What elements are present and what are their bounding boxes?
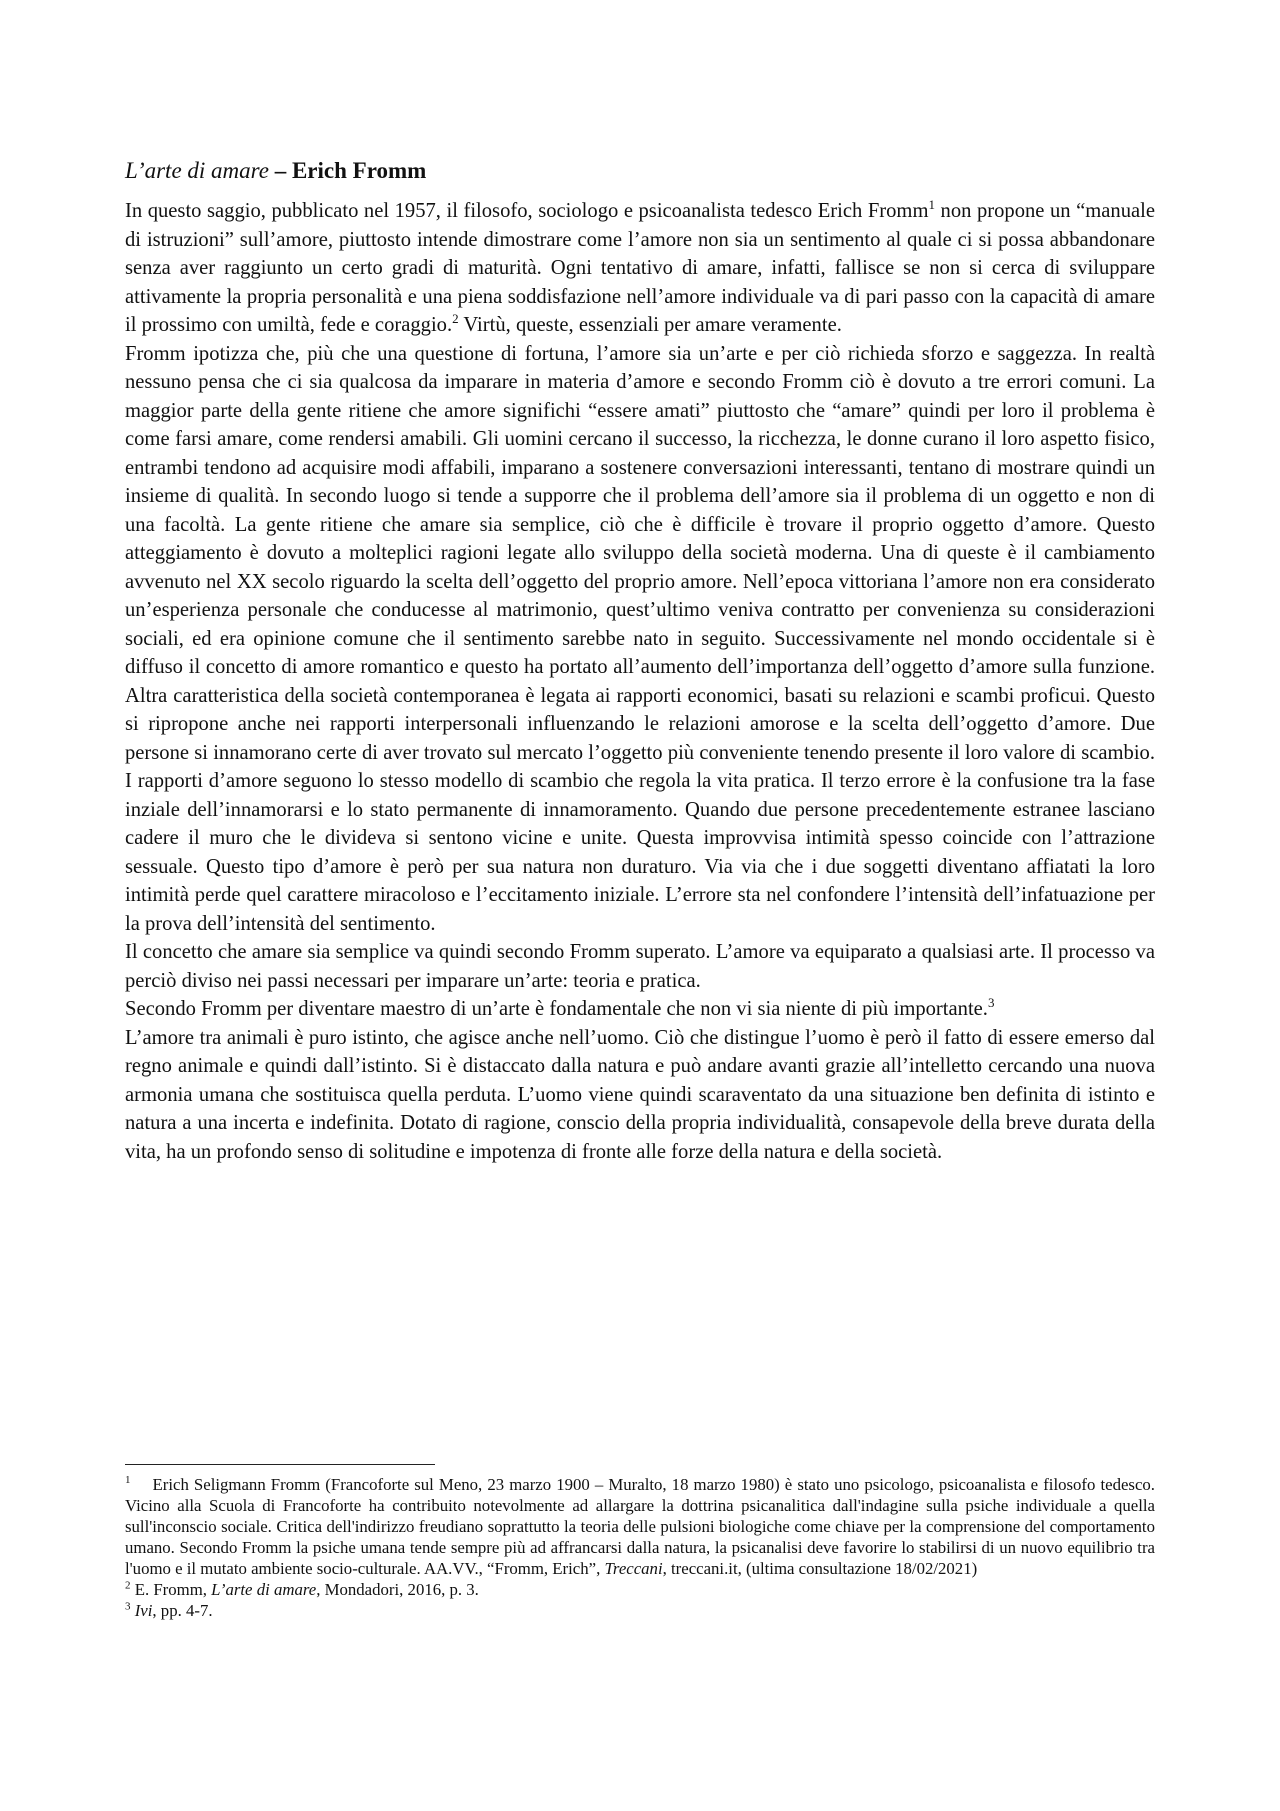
footnote-separator [125,1464,435,1465]
document-page [125,157,1155,1166]
title-book-name: L’arte di amare [125,158,269,183]
paragraph-three-errors: Fromm ipotizza che, più che una questione di fortuna, l’amore sia un’arte e per ciò richieda sforzo e saggezza. In realtà nessuno pensa che ci sia qualcosa da imparare in materia d’amore e secondo Fromm ciò è dovuto a tre errori comuni. La maggior parte della gente ritiene che amore significhi “essere amati” piuttosto che “amare” quindi per loro il problema è come farsi amare, come rendersi amabili. Gli uomini cercano il successo, la ricchezza, le donne curano il loro aspetto fisico, entrambi tendono ad acquisire modi affabili, imparano a sostenere conversazioni interessanti, tentano di mostrare quindi un insieme di qualità. In secondo luogo si tende a supporre che il problema dell’amore sia il problema di un oggetto e non di una facoltà. La gente ritiene che amare sia semplice, ciò che è difficile è trovare il proprio oggetto d’amore. Questo atteggiamento è dovuto a molteplici ragioni legate allo sviluppo della società moderna. Una di queste è il cambiamento avvenuto nel XX secolo riguardo la scelta dell’oggetto del proprio amore. Nell’epoca vittoriana l’amore non era considerato un’esperienza personale che conducesse al matrimonio, quest’ultimo veniva contratto per convenienza su considerazioni sociali, ed era opinione comune che il sentimento sarebbe nato in seguito. Successivamente nel mondo occidentale si è diffuso il concetto di amore romantico e questo ha portato all’aumento dell’importanza dell’oggetto d’amore sulla funzione. Altra caratteristica della società contemporanea è legata ai rapporti economici, basati su relazioni e scambi proficui. Questo si ripropone anche nei rapporti interpersonali influenzando le relazioni amorose e la scelta dell’oggetto d’amore. Due persone si innamorano certe di aver trovato sul mercato l’oggetto più conveniente tenendo presente il loro valore di scambio. I rapporti d’amore seguono lo stesso modello di scambio che regola la vita pratica. Il terzo errore è la confusione tra la fase inziale dell’innamorarsi e lo stato permanente di innamoramento. Quando due persone precedentemente estranee lasciano cadere il muro che le divideva si sentono vicine e unite. Questa improvvisa intimità spesso coincide con l’attrazione sessuale. Questo tipo d’amore è però per sua natura non duraturo. Via via che i due soggetti diventano affiatati la loro intimità perde quel carattere miracoloso e l’eccitamento iniziale. L’errore sta nel confondere l’intensità dell’infatuazione per la prova dell’intensità del sentimento. [125,342,1155,935]
body-text [125,197,1155,1166]
footnote-3: $^3$ Ivi, pp. 4-7. [125,1600,213,1620]
title-author: – Erich Fromm [274,158,427,183]
paragraph-instinct: L’amore tra animali è puro istinto, che agisce anche nell’uomo. Ciò che distingue l’uomo è però il fatto di essere emerso dal regno animale e quindi dall’istinto. Si è distaccato dalla natura e può andare avanti grazie all’intelletto cercando una nuova armonia umana che sostituisca quella perduta. L’uomo viene quindi scaraventato da una situazione ben definita di istinto e natura a una incerta e indefinita. Dotato di ragione, conscio della propria individualità, consapevole della breve durata della vita, ha un profondo senso di solitudine e impotenza di fronte alle forze della natura e della società. [125,1026,1155,1163]
footnote-ref-2[interactable]: 2 [452,311,459,327]
footnote-ref-3[interactable]: 3 [987,995,995,1011]
footnote-ref-1[interactable]: 1 [928,197,935,213]
paragraph-master-of-art: Secondo Fromm per diventare maestro di un’arte è fondamentale che non vi sia niente di più importante.$^3$ [125,995,995,1020]
paragraph-intro: In questo saggio, pubblicato nel 1957, il filosofo, sociologo e psicoanalista tedesco Erich Fromm$^1$ non propone un “manuale di istruzioni” sull’amore, piuttosto intende dimostrare come l’amore non sia un sentimento al quale ci si possa abbandonare senza aver raggiunto un certo gradi di maturità. Ogni tentativo di amare, infatti, fallisce se non si cerca di sviluppare attivamente la propria personalità e una piena soddisfazione nell’amore individuale va di pari passo con la capacità di amare il prossimo con umiltà, fede e coraggio.$^2$ Virtù, queste, essenziali per amare veramente. [125,197,1156,336]
footnotes [125,1474,1155,1621]
paragraph-art-of-love: Il concetto che amare sia semplice va quindi secondo Fromm superato. L’amore va equiparato a qualsiasi arte. Il processo va perciò diviso nei passi necessari per imparare un’arte: teoria e pratica. [125,941,1155,992]
footnote-1: $^1$ Erich Seligmann Fromm (Francoforte sul Meno, 23 marzo 1900 – Muralto, 18 marzo 1980) è stato uno psicologo, psicoanalista e filosofo tedesco. Vicino alla Scuola di Francoforte ha contribuito notevolmente ad allargare la dottrina psicanalitica dall'indagine sulla psiche individuale a quella sull'inconscio sociale. Critica dell'indirizzo freudiano soprattutto la teoria delle pulsioni biologiche come chiave per la comprensione del comportamento umano. Secondo Fromm la psiche umana tende sempre più ad affrancarsi dalla natura, la psicanalisi deve favorire lo stabilirsi di un nuovo equilibrio tra l'uomo e il mutato ambiente socio-culturale. AA.VV., “Fromm, Erich”, Treccani, treccani.it, (ultima consultazione 18/02/2021) [125,1474,1155,1578]
footnote-2: $^2$ E. Fromm, L’arte di amare, Mondadori, 2016, p. 3. [125,1579,479,1599]
document-title [125,157,1155,185]
